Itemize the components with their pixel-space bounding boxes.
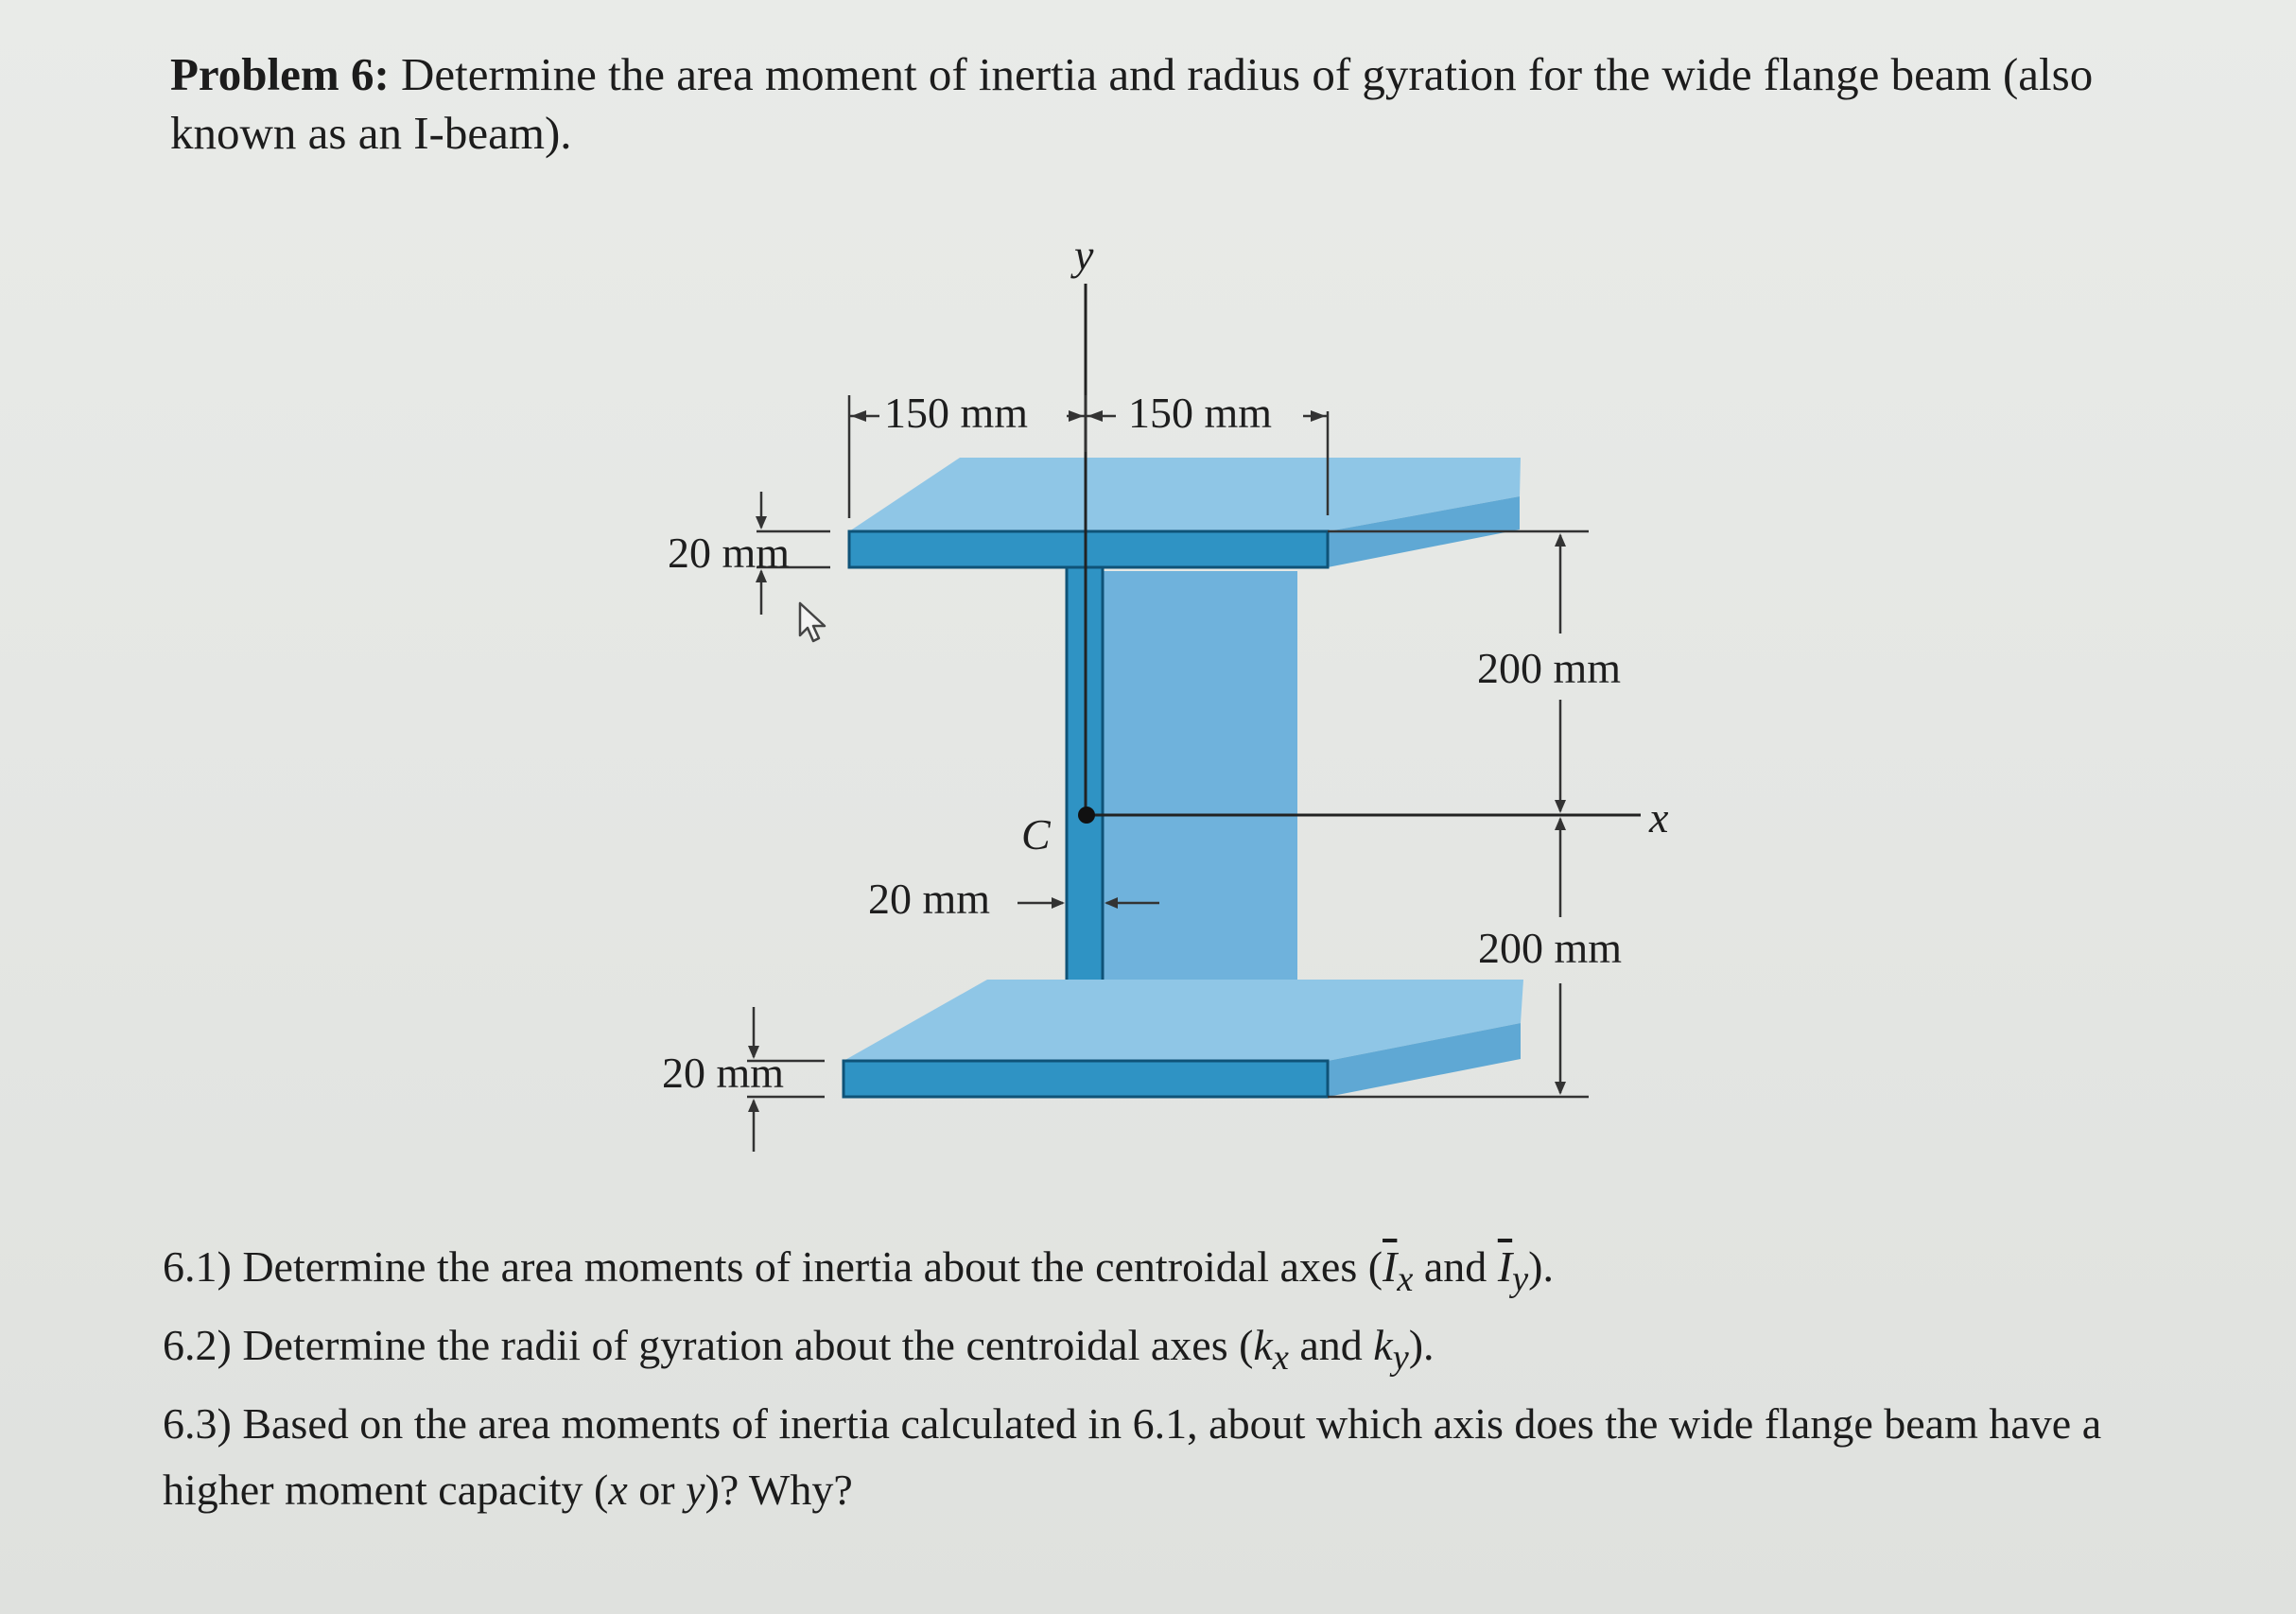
problem-label: Problem 6: [170, 48, 390, 100]
dim-arrow [1069, 410, 1084, 422]
kx-symbol: k [1253, 1321, 1273, 1370]
dim-arrow [1311, 410, 1326, 422]
dim-arrow [756, 516, 767, 529]
ix-symbol: $\overline{I}$ [1383, 1242, 1398, 1291]
flange-left-width-label: 150 mm [884, 389, 1029, 437]
upper-height-label: 200 mm [1477, 644, 1622, 692]
bottom-flange-face [844, 1061, 1328, 1097]
x-axis-label: x [1649, 793, 1669, 842]
y-axis-label: y [1074, 231, 1094, 279]
bottom-flange-thickness-label: 20 mm [662, 1049, 785, 1097]
flange-right-width-label: 150 mm [1128, 389, 1273, 437]
iy-symbol: $\overline{I}$ [1497, 1242, 1513, 1291]
top-flange-face [849, 531, 1328, 567]
dim-arrow [851, 410, 866, 422]
dim-arrow [1087, 410, 1103, 422]
problem-text: Determine the area moment of inertia and radius of gyration for the wide flange beam (also known as an I-beam). [170, 48, 2094, 159]
dim-arrow [1555, 800, 1566, 813]
dim-arrow [748, 1099, 759, 1112]
centroid-dot [1078, 807, 1095, 824]
web-thickness-label: 20 mm [868, 875, 991, 923]
question-6-3: 6.3) Based on the area moments of inertia calculated in 6.1, about which axis does the wide flange beam have a higher moment capacity (x or y)? Why? [163, 1399, 2102, 1515]
dim-arrow [1052, 897, 1065, 909]
centroid-label: C [1021, 810, 1051, 859]
question-6-2: 6.2) Determine the radii of gyration about the centroidal axes ($k_x$ and $k_y$). [163, 1321, 1435, 1379]
dim-arrow [1555, 1082, 1566, 1095]
questions [163, 1234, 2167, 1523]
top-flange-thickness-label: 20 mm [668, 529, 791, 577]
ky-symbol: k [1373, 1321, 1393, 1370]
mouse-cursor-icon [800, 603, 825, 641]
question-6-1: 6.1) Determine the area moments of inertia about the centroidal axes ($\overline{I}_x$ and $\overline{I}_y$). [163, 1242, 1554, 1300]
dim-arrow [1555, 817, 1566, 830]
dim-arrow [1555, 533, 1566, 547]
lower-height-label: 200 mm [1478, 924, 1623, 972]
